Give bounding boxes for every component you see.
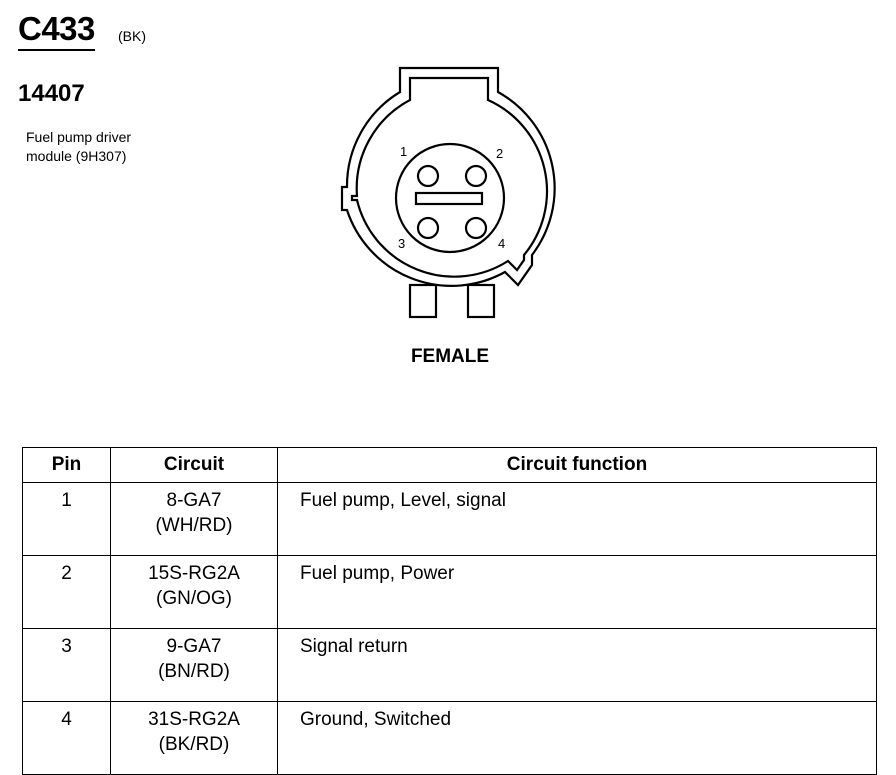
header-circuit: Circuit [111,448,278,483]
pin-cavity-3 [418,218,438,238]
table-row [23,556,877,629]
circuit-code: 31S-RG2A [148,709,240,730]
connector-face-diagram [330,60,570,330]
connector-id: C433 [18,12,95,51]
connector-gender: FEMALE [410,346,490,367]
table-row [23,483,877,556]
header-circuit-function: Circuit function [278,448,877,483]
wire-color: (GN/OG) [156,588,232,609]
terminal-tab-right [468,285,494,317]
circuit-cell [111,556,278,629]
pin-cavity-1 [418,166,438,186]
terminal-tab-left [410,285,436,317]
table-row [23,629,877,702]
circuit-code: 15S-RG2A [148,563,240,584]
wire-color: (BN/RD) [158,661,230,682]
pin-label-2: 2 [496,146,504,161]
pin-cell: 4 [23,702,111,775]
pin-cell: 1 [23,483,111,556]
table-row [23,702,877,775]
circuit-cell [111,629,278,702]
function-cell: Fuel pump, Power [278,556,877,629]
header-pin: Pin [23,448,111,483]
pinout-table [22,447,877,775]
pin-cavity-2 [466,166,486,186]
pin-label-4: 4 [498,236,506,251]
key-bar [416,193,482,204]
connector-housing-outer [342,68,555,286]
description-line-2: module (9H307) [26,148,127,164]
cavity-outline [396,144,504,252]
function-cell: Signal return [278,629,877,702]
connector-color-code: (BK) [118,28,146,44]
circuit-cell [111,483,278,556]
circuit-code: 9-GA7 [166,636,222,657]
function-cell: Ground, Switched [278,702,877,775]
pin-cell: 2 [23,556,111,629]
pin-cavity-4 [466,218,486,238]
pin-label-1: 1 [400,144,408,159]
pin-label-3: 3 [398,236,406,251]
wire-color: (BK/RD) [158,734,230,755]
component-description [26,128,131,166]
description-line-1: Fuel pump driver [26,129,132,145]
part-number: 14407 [18,80,85,107]
circuit-code: 8-GA7 [166,490,222,511]
connector-housing-inner [352,78,547,277]
circuit-cell [111,702,278,775]
function-cell: Fuel pump, Level, signal [278,483,877,556]
pin-cell: 3 [23,629,111,702]
table-header-row [23,448,877,483]
wire-color: (WH/RD) [155,515,233,536]
